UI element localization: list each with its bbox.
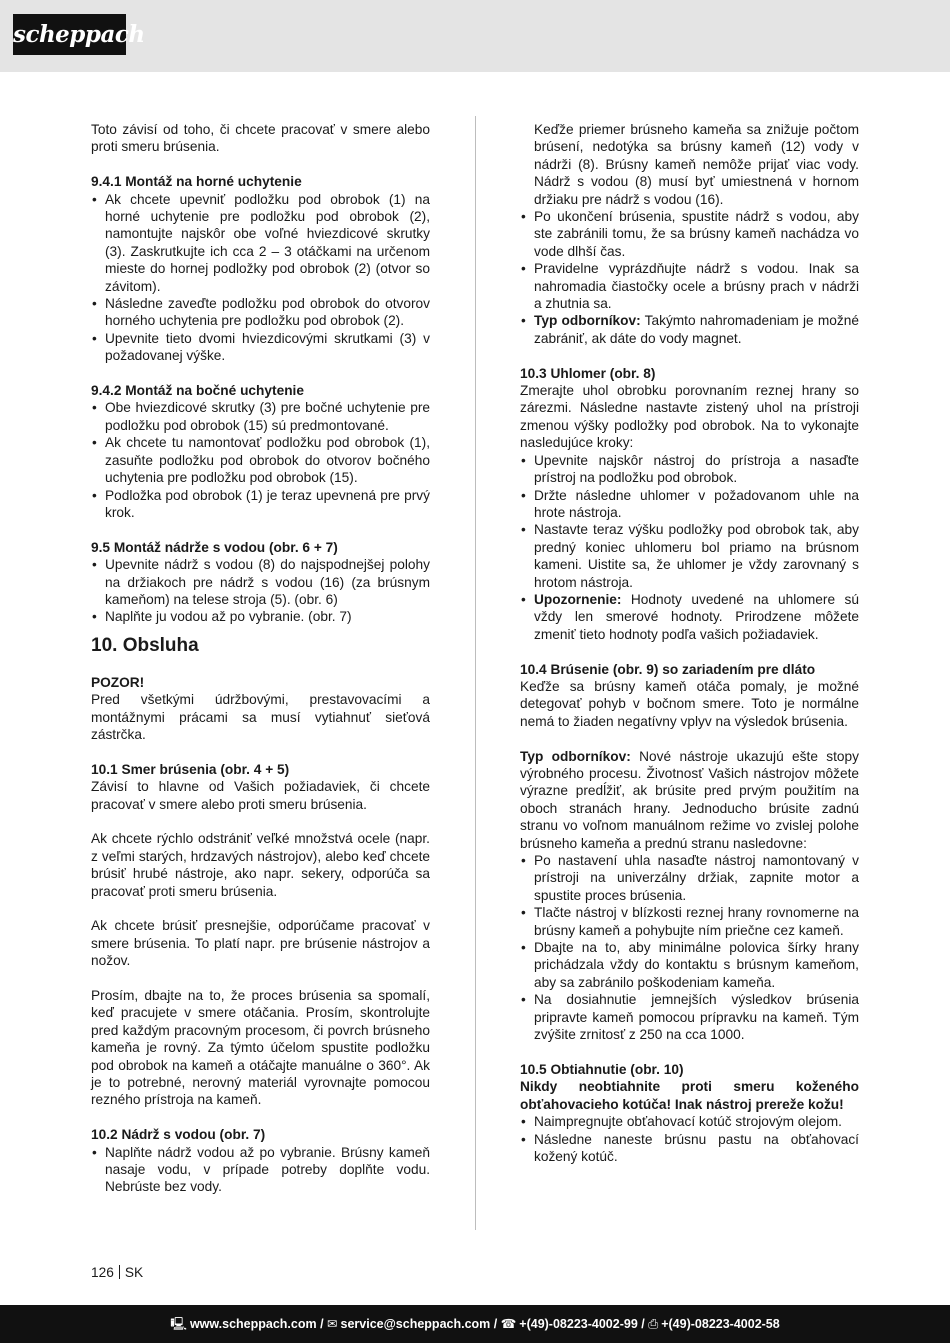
list-item: • Pravidelne vyprázdňujte nádrž s vodou. Inak sa nahromadia čiastočky ocele a brúsny prach v nádrži a zhutnia sa. <box>520 260 859 312</box>
list-105 <box>520 1113 859 1165</box>
list-item: • Naplňte nádrž vodou až po vybranie. Brúsny kameň nasaje vodu, v prípade potreby doplňte vodu. Nebrúste bez vody. <box>91 1144 430 1196</box>
list-item: • Naplňte ju vodou až po vybranie. (obr. 7) <box>91 608 430 625</box>
section-heading-942: 9.4.2 Montáž na bočné uchytenie <box>91 383 304 399</box>
paragraph: Ak chcete brúsiť presnejšie, odporúčame pracovať v smere brúsenia. To platí napr. pre brúsenie nástrojov a nožov. <box>91 918 430 969</box>
computer-icon: 🖳 <box>170 1317 187 1331</box>
section-heading-103: 10.3 Uhlomer (obr. 8) <box>520 365 656 381</box>
footer-website[interactable]: www.scheppach.com <box>189 1317 317 1331</box>
tip-item <box>520 312 859 347</box>
list-item: • Ak chcete tu namontovať podložku pod obrobok (1), zasuňte podložku pod obrobok do otvorov bočného uchytenia pre podložku pod obrobok (15). <box>91 434 430 486</box>
section-heading-105: 10.5 Obtiahnutie (obr. 10) <box>520 1061 684 1077</box>
list-95 <box>91 556 430 626</box>
list-item: • Po nastavení uhla nasaďte nástroj namontovaný v prístroji na univerzálny držiak, zapnite motor a spustite proces brúsenia. <box>520 852 859 904</box>
continued-list-text: Keďže priemer brúsneho kameňa sa znižuje počtom brúsení, nedotýka sa brúsny kameň (12) vody v nádrži (8). Brúsny kameň nemôže prijať viac vody. Nádrž s vodou (8) musí byť umiestnená v hornom držiaku pre nádrž s vodou (16). <box>534 122 859 207</box>
page-header <box>0 0 950 72</box>
paragraph: Zmerajte uhol obrobku porovnaním reznej hrany so zárezmi. Následne nastavte zistený uhol na prístroji zmenou výšky podložky pod obrobok. Na to vykonajte nasledujúce kroky: <box>520 383 859 451</box>
list-item: • Nastavte teraz výšku podložky pod obrobok tak, aby predný koniec uhlomeru bol priamo na brúsnom kameni. Uistite sa, že uhlomer je vždy zarovnaný s hrotom nástroja. <box>520 521 859 591</box>
list-item: • Obe hviezdicové skrutky (3) pre bočné uchytenie pre podložku pod obrobok (15) sú predmontované. <box>91 399 430 434</box>
right-column <box>520 121 859 1165</box>
list-item: • Následne naneste brúsnu pastu na obťahovací kožený kotúč. <box>520 1131 859 1166</box>
tip-paragraph <box>520 748 859 852</box>
strop-warning: Nikdy neobtiahnite proti smeru koženého obťahovacieho kotúča! Inak nástroj prereže kožu! <box>520 1079 859 1112</box>
paragraph: Keďže sa brúsny kameň otáča pomaly, je možné detegovať pohyb v bočnom smere. Toto je normálne nemá to žiaden negatívny vplyv na výsledok brúsenia. <box>520 678 859 729</box>
paragraph: Ak chcete rýchlo odstrániť veľké množstvá ocele (napr. z veľmi starých, hrdzavých nástrojov), alebo keď chcete brúsiť hrubé nástroje, ako napr. sekery, odporúča sa pracovať proti smeru brúsenia. <box>91 831 430 899</box>
section-heading-104: 10.4 Brúsenie (obr. 9) so zariadením pre dláto <box>520 661 816 677</box>
phone-icon: ☎ <box>500 1317 517 1331</box>
page-number-separator <box>119 1265 120 1279</box>
list-water-tank <box>520 208 859 347</box>
list-102 <box>91 1144 430 1196</box>
column-divider <box>475 116 476 1230</box>
list-item: • Upevnite nádrž s vodou (8) do najspodnejšej polohy na držiakoch pre nádrž s vodou (16) (za brúsnym kameňom) na telese stroja (5). (obr. 6) <box>91 556 430 608</box>
warning-text: Pred všetkými údržbovými, prestavovacími a montážnymi prácami sa musí vytiahnuť sieťová zástrčka. <box>91 692 430 742</box>
list-item: • Naimpregnujte obťahovací kotúč strojovým olejom. <box>520 1113 859 1130</box>
page-number-value: 126 <box>91 1265 114 1280</box>
list-item: • Ak chcete upevniť podložku pod obrobok (1) na horné uchytenie pre podložku pod obrobok (2), namontujte najskôr obe voľné hviezdicové skrutky (3). Zaskrutkujte ich cca 2 – 3 otáčkami na určenom mieste do hornej podložky pod obrobok (2) (otvor so závitom). <box>91 191 430 295</box>
list-item: • Podložka pod obrobok (1) je teraz upevnená pre prvý krok. <box>91 487 430 522</box>
list-item: • Upevnite tieto dvomi hviezdicovými skrutkami (3) v požadovanej výške. <box>91 330 430 365</box>
tip-text: Takýmto nahromadeniam je možné zabrániť, ak dáte do vody magnet. <box>534 313 859 346</box>
note-label: Upozornenie: <box>534 591 622 607</box>
page-footer <box>0 1305 950 1343</box>
list-item: • Držte následne uhlomer v požadovanom uhle na hrote nástroja. <box>520 487 859 522</box>
footer-separator: / <box>316 1317 328 1331</box>
fax-icon: ⎙ <box>648 1317 659 1331</box>
list-item: • Následne zaveďte podložku pod obrobok do otvorov horného uchytenia pre podložku pod obrobok (2). <box>91 295 430 330</box>
page-language: SK <box>124 1265 144 1280</box>
footer-email[interactable]: service@scheppach.com <box>340 1317 491 1331</box>
list-item: • Upevnite najskôr nástroj do prístroja a nasaďte prístroj na podložku pod obrobok. <box>520 452 859 487</box>
warning-title: POZOR! <box>91 674 145 690</box>
chapter-heading: 10. Obsluha <box>91 634 199 656</box>
footer-separator: / <box>637 1317 649 1331</box>
mail-icon: ✉ <box>327 1317 338 1331</box>
list-item: • Na dosiahnutie jemnejších výsledkov brúsenia pripravte kameň pomocou prípravku na kameň. Tým zvýšite zrnitosť z 250 na cca 1000. <box>520 991 859 1043</box>
page-number <box>91 1265 143 1280</box>
list-104 <box>520 852 859 1043</box>
list-941 <box>91 191 430 365</box>
section-heading-102: 10.2 Nádrž s vodou (obr. 7) <box>91 1127 266 1143</box>
section-heading-941: 9.4.1 Montáž na horné uchytenie <box>91 174 302 190</box>
footer-separator: / <box>490 1317 501 1331</box>
list-item: • Po ukončení brúsenia, spustite nádrž s vodou, aby ste zabránili tomu, že sa brúsny kameň nachádza vo vode dlhší čas. <box>520 208 859 260</box>
paragraph: Závisí to hlavne od Vašich požiadaviek, či chcete pracovať v smere alebo proti smeru brúsenia. <box>91 779 430 812</box>
list-103 <box>520 452 859 643</box>
tip-label: Typ odborníkov: <box>534 313 641 329</box>
intro-text: Toto závisí od toho, či chcete pracovať v smere alebo proti smeru brúsenia. <box>91 122 430 155</box>
note-item <box>520 591 859 643</box>
brand-logo: scheppach <box>13 14 126 55</box>
tip-label: Typ odborníkov: <box>520 748 631 764</box>
paragraph: Prosím, dbajte na to, že proces brúsenia sa spomalí, keď pracujete v smere otáčania. Prosím, skontrolujte pred každým pracovným procesom, či povrch brúsneho kameňa je rovný. Za týmto účelom spustite podložku pod obrobok na kameň a otáčajte manuálne o 360°. Ak je to potrebné, nerovný materiál vyrovnajte pomocou rezného prístroja na kameň. <box>91 987 430 1108</box>
list-942 <box>91 399 430 521</box>
footer-fax: +(49)-08223-4002-58 <box>661 1317 780 1331</box>
left-column <box>91 121 430 1196</box>
tip-text: Nové nástroje ukazujú ešte stopy výrobného procesu. Životnosť Vašich nástrojov môžete výrazne predĺžiť, ak brúsite pred prvým použitím na oboch stranách hrany. Jednoducho brúsite zadnú stranu vo voľnom manuálnom režime vo zvislej polohe brúsneho kameňa a prednú stranu nasledovne: <box>520 748 860 851</box>
list-item: • Dbajte na to, aby minimálne polovica šírky hrany prichádzala vždy do kontaktu s brúsnym kameňom, aby sa zabránilo poškodeniam kameňa. <box>520 939 859 991</box>
section-heading-101: 10.1 Smer brúsenia (obr. 4 + 5) <box>91 761 290 777</box>
footer-phone: +(49)-08223-4002-99 <box>519 1317 638 1331</box>
note-text: Hodnoty uvedené na uhlomere sú vždy len smerové hodnoty. Prirodzene môžete zmeniť tieto hodnoty podľa vašich požiadaviek. <box>534 591 859 642</box>
section-heading-95: 9.5 Montáž nádrže s vodou (obr. 6 + 7) <box>91 539 338 555</box>
list-item: • Tlačte nástroj v blízkosti reznej hrany rovnomerne na brúsny kameň a pohybujte ním priečne cez kameň. <box>520 904 859 939</box>
